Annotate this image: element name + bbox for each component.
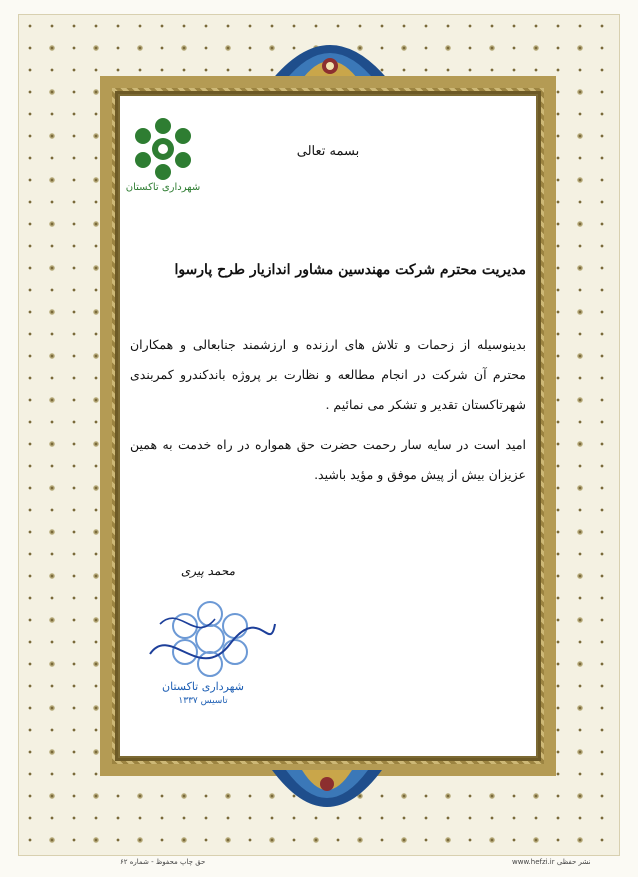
top-medallion-ornament	[270, 18, 390, 82]
letter-content	[118, 94, 538, 758]
letter-paragraph-2: امید است در سایه سار رحمت حضرت حق همواره در راه خدمت به همین عزیزان بیش از پیش موفق و مؤید باشید.	[130, 437, 526, 482]
letter-paragraph-1: بدینوسیله از زحمات و تلاش های ارزنده و ارزشمند جنابعالی و همکاران محترم آن شرکت در انجام مطالعه و نظارت بر پروژه باندکندرو کمربندی شهرتاکستان تقدیر و تشکر می نمائیم .	[130, 337, 526, 412]
stamp-title: شهرداری تاکستان	[162, 680, 244, 693]
stamp-established: تاسیس ۱۳۳۷	[178, 696, 228, 706]
letter-heading: بسمه تعالی	[296, 144, 360, 159]
logo-caption: شهرداری تاکستان	[125, 182, 201, 193]
bottom-medallion-ornament	[272, 770, 382, 834]
footer-publisher: www.hefzi.ir نشر حفظی	[512, 858, 591, 866]
letter-salutation: مدیریت محترم شرکت مهندسین مشاور اندازیار طرح پارسوا	[174, 262, 526, 278]
municipality-logo-icon	[128, 114, 198, 184]
footer-copyright: حق چاپ محفوظ - شماره ۶۲	[120, 858, 206, 866]
signer-name: محمد پیری	[180, 564, 236, 578]
